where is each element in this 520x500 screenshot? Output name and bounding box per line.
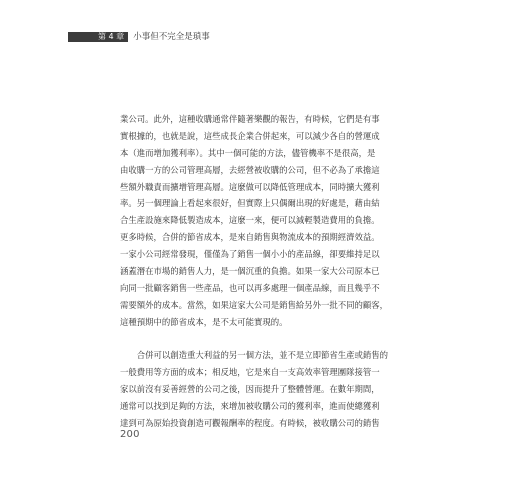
text-line: 向同一批顧客銷售一些產品，也可以再多處理一個產品線，而且幾乎不	[120, 282, 380, 293]
running-header	[68, 31, 210, 43]
text-line: 通常可以找到足夠的方法，來增加被收購公司的獲利率，進而使總獲利	[120, 400, 380, 411]
paragraph-2	[120, 347, 412, 431]
text-line: 率。另一個理論上看起來很好，但實際上只偶爾出現的好處是，藉由結	[120, 198, 380, 209]
text-line: 家以前沒有妥善經營的公司之後，因而提升了整體營運。在數年期間，	[120, 383, 380, 394]
text-line: 業公司。此外，這種收購通常伴隨著樂觀的報告，有時候，它們是有事	[120, 114, 380, 124]
text-line: 本（進而增加獲利率）。其中一個可能的方法，儘管機率不是很高，是	[120, 147, 376, 158]
paragraph-1	[120, 111, 412, 331]
text-line: 更多時候，合併的節省成本，是來自銷售與物流成本的預期經濟效益。	[120, 232, 380, 243]
header-title: 小事但不完全是瑣事	[133, 32, 210, 42]
text-line: 一般費用等方面的成本；相反地，它是來自一支高效率管理團隊接管一	[120, 366, 380, 377]
text-line: 合生產設施來降低製造成本，這麼一來，便可以減輕製造費用的負擔。	[120, 215, 380, 226]
text-line: 需要額外的成本。當然，如果這家大公司是銷售給另外一批不同的顧客，	[120, 299, 388, 310]
text-line: 一家小公司經常發現，僅僅為了銷售一個小小的產品線，卻要維持足以	[120, 249, 380, 260]
text-line: 涵蓋潛在市場的銷售人力，是一個沉重的負擔。如果一家大公司原本已	[120, 266, 380, 277]
text-line: 達到可為原始投資創造可觀報酬率的程度。有時候，被收購公司的銷售	[120, 417, 380, 428]
header-bar	[68, 32, 96, 42]
page-number: 200	[120, 429, 140, 440]
text-line: 合併可以創造重大利益的另一個方法，並不是立即節省生產或銷售的	[120, 350, 388, 360]
text-line: 實根據的，也就是說，這些成長企業合併起來，可以減少各自的營運成	[120, 130, 380, 141]
text-line: 些額外職責而擴增管理高層。這麼做可以降低管理成本，同時擴大獲利	[120, 181, 380, 192]
text-line: 由收購一方的公司管理高層，去經營被收購的公司，但不必為了承擔這	[120, 164, 380, 175]
text-line: 這種預期中的節省成本，是不太可能實現的。	[120, 316, 288, 327]
chapter-label: 第 4 章	[96, 32, 128, 42]
